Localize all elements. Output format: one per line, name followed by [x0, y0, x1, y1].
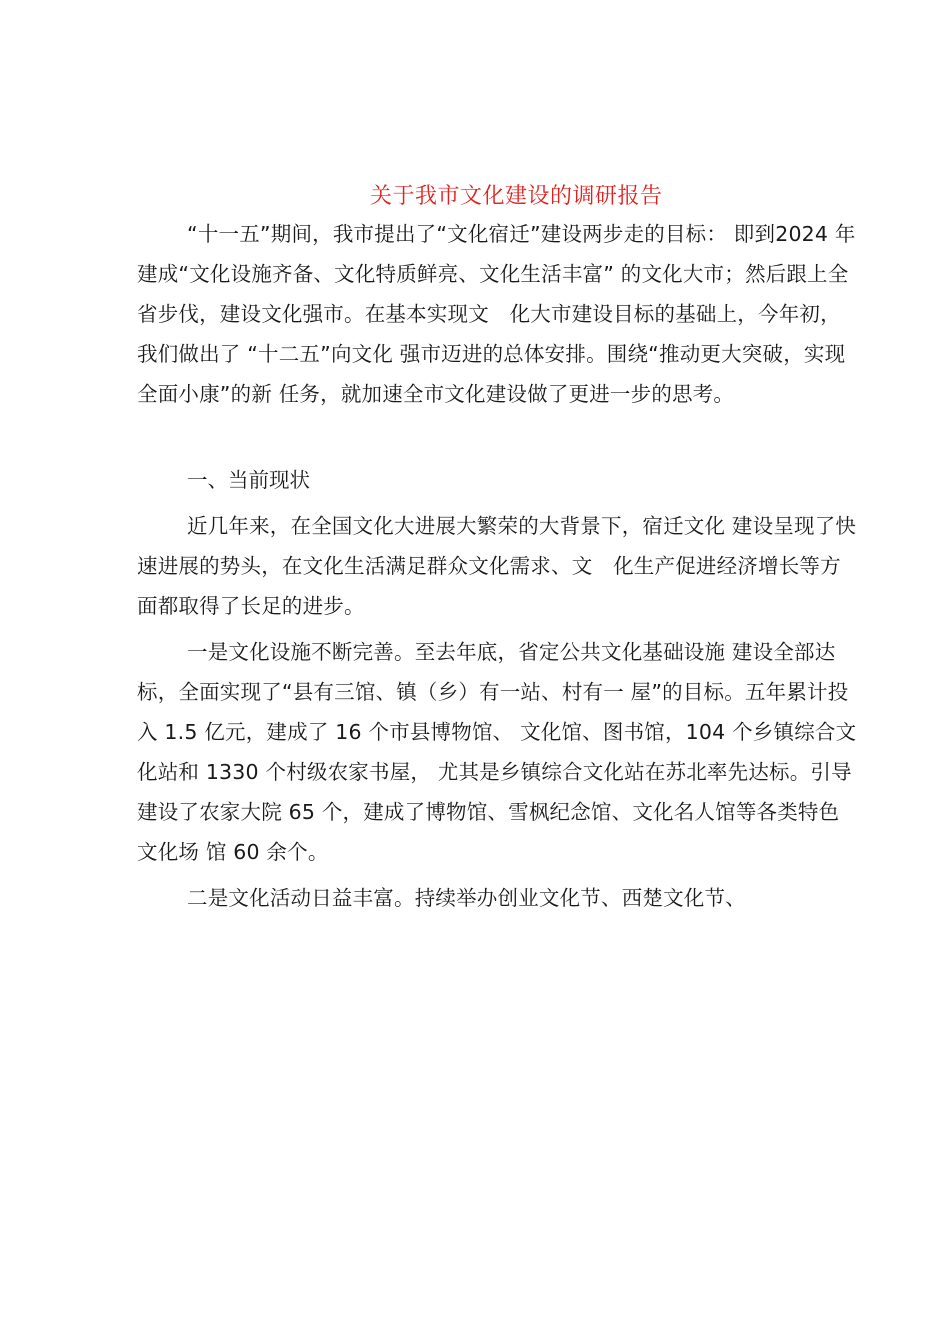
- section-heading: 一、当前现状: [187, 468, 310, 492]
- facilities-paragraph: 一是文化设施不断完善。至去年底，省定公共文化基础设施 建设全部达标，全面实现了“县有三馆、镇（乡）有一站、村有一 屋”的目标。五年累计投入 1.5 亿元，建成了 16 个市县博物馆、 文化馆、图书馆，104 个乡镇综合文化站和 1330 个村级农家书屋， 尤其是乡镇综合文化站在苏北率先达标。引导建设了农家大院 65 个，建成了博物馆、雪枫纪念馆、文化名人馆等各类特色文化场 馆 60 余个。: [137, 640, 857, 864]
- activities-paragraph: 二是文化活动日益丰富。持续举办创业文化节、西楚文化节、: [187, 886, 746, 910]
- status-paragraph: 近几年来，在全国文化大进展大繁荣的大背景下，宿迁文化 建设呈现了快速进展的势头，在文化生活满足群众文化需求、文 化生产促进经济增长等方面都取得了长足的进步。: [137, 514, 857, 618]
- document-title: 关于我市文化建设的调研报告: [370, 184, 663, 209]
- intro-paragraph: “十一五”期间，我市提出了“文化宿迁”建设两步走的目标： 即到2024 年建成“文化设施齐备、文化特质鲜亮、文化生活丰富” 的文化大市；然后跟上全省步伐，建设文化强市。在基本实现文 化大市建设目标的基础上，今年初，我们做出了 “十二五”向文化 强市迈进的总体安排。围绕“推动更大突破，实现全面小康”的新 任务，就加速全市文化建设做了更进一步的思考。: [137, 222, 856, 406]
